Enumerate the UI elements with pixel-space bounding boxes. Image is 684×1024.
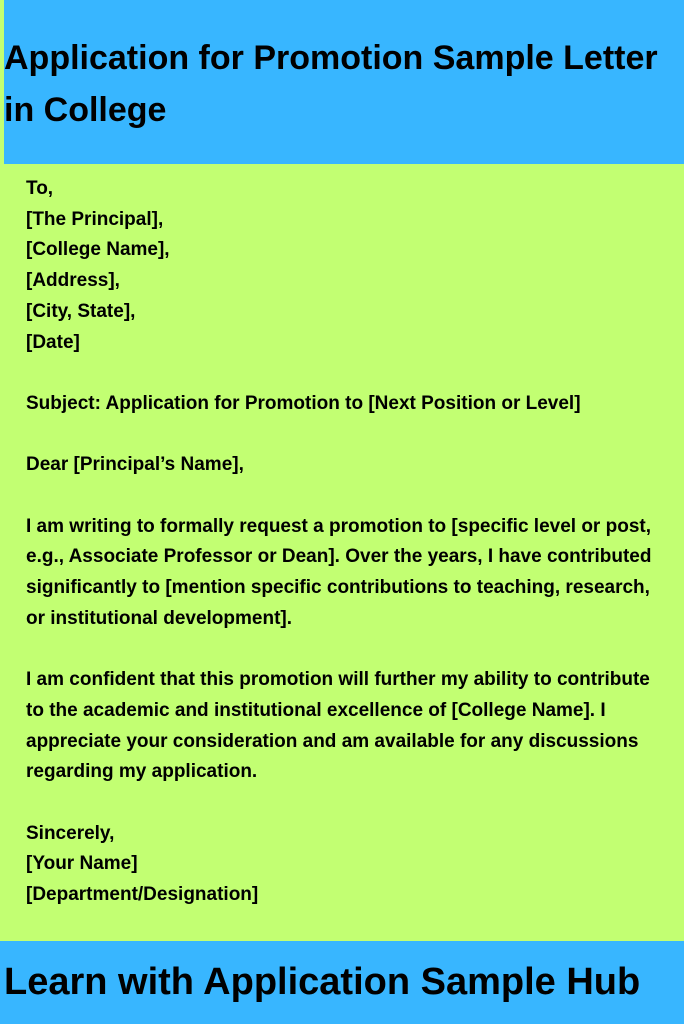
line-gap <box>26 481 671 512</box>
signature-line: [Department/Designation] <box>26 884 259 906</box>
signature-line: [Your Name] <box>26 853 138 875</box>
recipient-line: [Address], <box>26 270 120 292</box>
closing-line: Sincerely, <box>26 822 115 844</box>
letter-body <box>26 174 671 911</box>
body-paragraph: I am writing to formally request a promotion to [specific level or post, e.g., Associate Professor or Dean]. Over the years, I have contributed significantly to [mention specific contributions to teaching, research, or institutional development]. <box>26 515 652 629</box>
body-paragraph: I am confident that this promotion will further my ability to contribute to the academic and institutional excellence of [College Name]. I appreciate your consideration and am available for any discussions regarding my application. <box>26 669 650 783</box>
line-gap <box>26 420 671 451</box>
signature-block <box>26 819 671 911</box>
page-title: Application for Promotion Sample Letter in College <box>4 39 658 129</box>
footer-brand-text: Learn with Application Sample Hub <box>4 961 641 1003</box>
recipient-line: [College Name], <box>26 239 170 261</box>
line-gap <box>26 358 671 389</box>
recipient-line: [City, State], <box>26 300 136 322</box>
salutation: Dear [Principal’s Name], <box>26 454 244 476</box>
recipient-line: To, <box>26 178 54 199</box>
recipient-address <box>26 174 671 358</box>
recipient-line: [Date] <box>26 331 80 353</box>
subject-line: Subject: Application for Promotion to [Next Position or Level] <box>26 392 581 414</box>
recipient-line: [The Principal], <box>26 208 164 230</box>
